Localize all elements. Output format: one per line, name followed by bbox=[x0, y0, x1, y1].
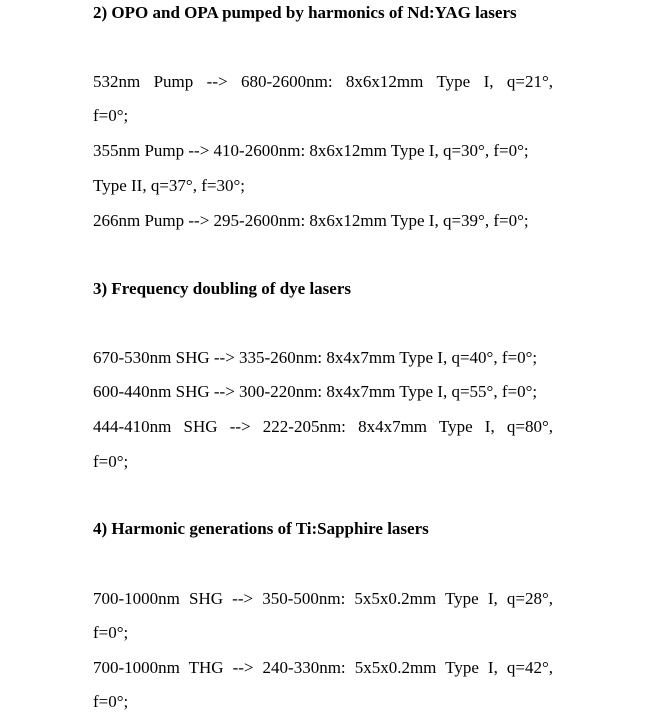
text-line: 600-440nm SHG --> 300-220nm: 8x4x7mm Type I, q=55°, f=0°; bbox=[93, 382, 538, 401]
text-line: 444-410nm SHG --> 222-205nm: 8x4x7mm Type I, q=80°, bbox=[93, 417, 553, 436]
section-heading-3: 3) Frequency doubling of dye lasers bbox=[93, 279, 352, 298]
text-line: f=0°; bbox=[93, 623, 129, 642]
text-line: f=0°; bbox=[93, 692, 129, 711]
text-line: 670-530nm SHG --> 335-260nm: 8x4x7mm Type I, q=40°, f=0°; bbox=[93, 348, 538, 367]
section-heading-2: 2) OPO and OPA pumped by harmonics of Nd:YAG lasers bbox=[93, 3, 517, 22]
text-line: 532nm Pump --> 680-2600nm: 8x6x12mm Type I, q=21°, bbox=[93, 72, 553, 91]
text-line: f=0°; bbox=[93, 106, 129, 125]
text-line: f=0°; bbox=[93, 452, 129, 471]
text-line: 355nm Pump --> 410-2600nm: 8x6x12mm Type I, q=30°, f=0°; bbox=[93, 141, 529, 160]
section-heading-4: 4) Harmonic generations of Ti:Sapphire lasers bbox=[93, 519, 429, 538]
text-line: 700-1000nm SHG --> 350-500nm: 5x5x0.2mm Type I, q=28°, bbox=[93, 589, 553, 608]
text-line: Type II, q=37°, f=30°; bbox=[93, 176, 245, 195]
text-line: 700-1000nm THG --> 240-330nm: 5x5x0.2mm Type I, q=42°, bbox=[93, 658, 553, 677]
text-line: 266nm Pump --> 295-2600nm: 8x6x12mm Type I, q=39°, f=0°; bbox=[93, 211, 529, 230]
